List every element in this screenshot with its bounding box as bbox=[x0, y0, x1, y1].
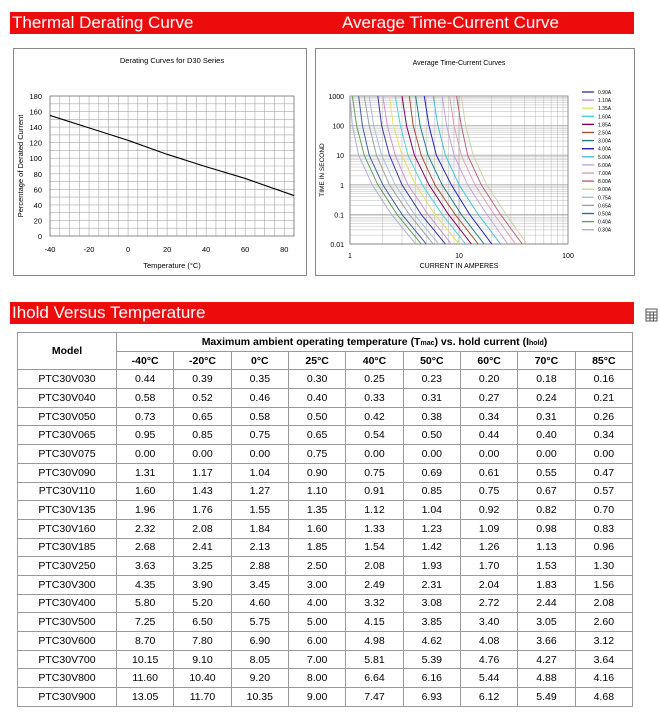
model-cell: PTC30V800 bbox=[18, 669, 117, 688]
banner-thermal: Thermal Derating Curve bbox=[10, 12, 318, 34]
hold-current-cell: 6.12 bbox=[460, 688, 517, 707]
hold-current-cell: 1.76 bbox=[174, 501, 231, 520]
hold-current-cell: 2.41 bbox=[174, 538, 231, 557]
derating-x-label: Temperature (°C) bbox=[143, 261, 201, 270]
hold-current-cell: 2.88 bbox=[231, 557, 288, 576]
hold-current-cell: 0.85 bbox=[174, 426, 231, 445]
tc-legend-label: 9.00A bbox=[598, 187, 612, 194]
hold-current-cell: 0.47 bbox=[575, 463, 632, 482]
derating-series-line bbox=[50, 115, 294, 195]
model-cell: PTC30V050 bbox=[18, 407, 117, 426]
hold-current-cell: 0.73 bbox=[117, 407, 174, 426]
hold-current-cell: 0.20 bbox=[460, 370, 517, 389]
temperature-header-cell: -40°C bbox=[117, 351, 174, 370]
model-header: Model bbox=[18, 333, 117, 370]
hold-current-cell: 3.45 bbox=[231, 575, 288, 594]
table-row bbox=[18, 557, 633, 576]
tc-y-tick: 0.01 bbox=[330, 242, 344, 249]
temperature-header-cell: 60°C bbox=[460, 351, 517, 370]
hold-current-cell: 1.53 bbox=[518, 557, 575, 576]
derating-y-tick: 120 bbox=[29, 138, 42, 148]
hold-current-cell: 9.00 bbox=[288, 688, 345, 707]
model-cell: PTC30V400 bbox=[18, 594, 117, 613]
hold-current-cell: 1.17 bbox=[174, 463, 231, 482]
tc-legend-label: 6.00A bbox=[598, 162, 612, 169]
hold-current-cell: 9.10 bbox=[174, 650, 231, 669]
tc-series-line bbox=[461, 96, 527, 244]
hold-current-cell: 0.58 bbox=[117, 389, 174, 408]
hold-current-cell: 0.40 bbox=[288, 389, 345, 408]
table-row bbox=[18, 407, 633, 426]
hold-current-cell: 3.05 bbox=[518, 613, 575, 632]
hold-current-cell: 9.20 bbox=[231, 669, 288, 688]
hold-current-cell: 6.00 bbox=[288, 632, 345, 651]
hold-current-cell: 0.82 bbox=[518, 501, 575, 520]
hold-current-cell: 4.35 bbox=[117, 575, 174, 594]
hold-current-cell: 1.30 bbox=[575, 557, 632, 576]
hold-current-cell: 2.72 bbox=[460, 594, 517, 613]
hold-current-cell: 4.76 bbox=[460, 650, 517, 669]
hold-current-cell: 0.26 bbox=[575, 407, 632, 426]
hold-current-cell: 0.61 bbox=[460, 463, 517, 482]
model-cell: PTC30V075 bbox=[18, 445, 117, 464]
hold-current-cell: 0.75 bbox=[231, 426, 288, 445]
temperature-header-cell: 85°C bbox=[575, 351, 632, 370]
hold-current-cell: 5.39 bbox=[403, 650, 460, 669]
hold-current-cell: 4.08 bbox=[460, 632, 517, 651]
model-cell: PTC30V700 bbox=[18, 650, 117, 669]
hold-current-cell: 3.32 bbox=[346, 594, 403, 613]
tc-series-line bbox=[416, 96, 484, 244]
temperature-header-cell: 0°C bbox=[231, 351, 288, 370]
tc-series-group bbox=[350, 96, 527, 244]
tc-legend-label: 3.00A bbox=[598, 138, 612, 145]
hold-current-cell: 1.84 bbox=[231, 519, 288, 538]
model-cell: PTC30V600 bbox=[18, 632, 117, 651]
hold-current-cell: 0.40 bbox=[518, 426, 575, 445]
table-row bbox=[18, 370, 633, 389]
table-row bbox=[18, 669, 633, 688]
hold-current-cell: 1.70 bbox=[460, 557, 517, 576]
model-cell: PTC30V900 bbox=[18, 688, 117, 707]
hold-current-cell: 3.66 bbox=[518, 632, 575, 651]
derating-y-tick: 40 bbox=[33, 200, 42, 210]
hold-current-cell: 2.31 bbox=[403, 575, 460, 594]
hold-current-cell: 0.54 bbox=[346, 426, 403, 445]
hold-current-cell: 0.65 bbox=[174, 407, 231, 426]
hold-current-cell: 2.60 bbox=[575, 613, 632, 632]
hold-current-cell: 5.49 bbox=[518, 688, 575, 707]
tc-y-tick: 1000 bbox=[328, 94, 344, 101]
derating-grid bbox=[50, 96, 294, 236]
tc-series-line bbox=[352, 96, 421, 244]
hold-current-cell: 0.33 bbox=[346, 389, 403, 408]
hold-current-cell: 5.20 bbox=[174, 594, 231, 613]
model-cell: PTC30V135 bbox=[18, 501, 117, 520]
hold-current-cell: 1.43 bbox=[174, 482, 231, 501]
temperature-header-cell: -20°C bbox=[174, 351, 231, 370]
hold-current-cell: 3.40 bbox=[460, 613, 517, 632]
hold-current-cell: 1.27 bbox=[231, 482, 288, 501]
tc-x-label: CURRENT IN AMPERES bbox=[419, 263, 499, 270]
hold-current-cell: 1.96 bbox=[117, 501, 174, 520]
tc-y-tick: 1 bbox=[340, 182, 344, 190]
hold-current-cell: 0.31 bbox=[403, 389, 460, 408]
hold-current-cell: 0.00 bbox=[460, 445, 517, 464]
hold-current-cell: 5.80 bbox=[117, 594, 174, 613]
model-cell: PTC30V160 bbox=[18, 519, 117, 538]
hold-current-cell: 1.33 bbox=[346, 519, 403, 538]
temperature-header-cell: 50°C bbox=[403, 351, 460, 370]
tc-legend-label: 8.00A bbox=[598, 179, 612, 186]
hold-current-cell: 0.44 bbox=[117, 370, 174, 389]
tc-y-tick: 10 bbox=[336, 153, 344, 161]
hold-current-cell: 3.64 bbox=[575, 650, 632, 669]
temperature-header: Maximum ambient operating temperature (Tmac) vs. hold current (Ihold) bbox=[117, 333, 633, 352]
hold-current-cell: 0.23 bbox=[403, 370, 460, 389]
hold-current-cell: 0.55 bbox=[518, 463, 575, 482]
hold-current-cell: 1.42 bbox=[403, 538, 460, 557]
hold-current-cell: 0.34 bbox=[575, 426, 632, 445]
derating-x-tick: 80 bbox=[280, 245, 289, 254]
hold-current-cell: 0.98 bbox=[518, 519, 575, 538]
hold-current-cell: 2.68 bbox=[117, 538, 174, 557]
hold-current-cell: 0.70 bbox=[575, 501, 632, 520]
hold-current-cell: 1.31 bbox=[117, 463, 174, 482]
hold-current-cell: 1.12 bbox=[346, 501, 403, 520]
model-cell: PTC30V500 bbox=[18, 613, 117, 632]
derating-y-tick: 180 bbox=[29, 92, 42, 101]
hold-current-cell: 4.16 bbox=[575, 669, 632, 688]
tc-x-tick: 1 bbox=[348, 253, 352, 260]
hold-current-cell: 0.58 bbox=[231, 407, 288, 426]
derating-x-tick: 20 bbox=[162, 245, 172, 254]
ihold-table bbox=[17, 332, 633, 707]
hold-current-cell: 1.93 bbox=[403, 557, 460, 576]
derating-y-tick: 0 bbox=[37, 232, 42, 241]
hold-current-cell: 4.68 bbox=[575, 688, 632, 707]
derating-y-tick: 60 bbox=[33, 185, 42, 195]
derating-y-tick: 140 bbox=[29, 123, 42, 133]
hold-current-cell: 2.08 bbox=[575, 594, 632, 613]
hold-current-cell: 6.93 bbox=[403, 688, 460, 707]
hold-current-cell: 11.60 bbox=[117, 669, 174, 688]
hold-current-cell: 10.15 bbox=[117, 650, 174, 669]
hold-current-cell: 2.04 bbox=[460, 575, 517, 594]
temperature-header-cell: 25°C bbox=[288, 351, 345, 370]
table-row bbox=[18, 575, 633, 594]
tc-legend-label: 1.10A bbox=[598, 98, 612, 105]
hold-current-cell: 0.30 bbox=[288, 370, 345, 389]
model-cell: PTC30V185 bbox=[18, 538, 117, 557]
hold-current-cell: 4.15 bbox=[346, 613, 403, 632]
hold-current-cell: 0.65 bbox=[288, 426, 345, 445]
hold-current-cell: 1.85 bbox=[288, 538, 345, 557]
hold-current-cell: 2.32 bbox=[117, 519, 174, 538]
hold-current-cell: 0.00 bbox=[346, 445, 403, 464]
derating-x-tick: 40 bbox=[201, 245, 211, 254]
derating-y-tick: 100 bbox=[29, 154, 42, 164]
hold-current-cell: 3.00 bbox=[288, 575, 345, 594]
tc-x-tick: 100 bbox=[562, 253, 574, 260]
hold-current-cell: 0.85 bbox=[403, 482, 460, 501]
derating-title: Derating Curves for D30 Series bbox=[119, 56, 225, 65]
hold-current-cell: 0.44 bbox=[460, 426, 517, 445]
banner-ihold: Ihold Versus Temperature bbox=[10, 302, 634, 324]
table-row bbox=[18, 538, 633, 557]
tc-legend-label: 1.85A bbox=[598, 122, 612, 129]
hold-current-cell: 0.00 bbox=[174, 445, 231, 464]
hold-current-cell: 0.00 bbox=[518, 445, 575, 464]
hold-current-cell: 6.16 bbox=[403, 669, 460, 688]
hold-current-cell: 2.50 bbox=[288, 557, 345, 576]
hold-current-cell: 0.83 bbox=[575, 519, 632, 538]
model-cell: PTC30V250 bbox=[18, 557, 117, 576]
table-row bbox=[18, 688, 633, 707]
tc-y-tick: 100 bbox=[332, 123, 344, 131]
hold-current-cell: 1.10 bbox=[288, 482, 345, 501]
hold-current-cell: 4.62 bbox=[403, 632, 460, 651]
hold-current-cell: 2.08 bbox=[174, 519, 231, 538]
hold-current-cell: 0.46 bbox=[231, 389, 288, 408]
hold-current-cell: 8.05 bbox=[231, 650, 288, 669]
hold-current-cell: 0.27 bbox=[460, 389, 517, 408]
table-row bbox=[18, 445, 633, 464]
hold-current-cell: 1.04 bbox=[403, 501, 460, 520]
hold-current-cell: 6.50 bbox=[174, 613, 231, 632]
tc-y-label: TIME IN SECOND bbox=[319, 143, 326, 197]
tc-y-tick: 0.1 bbox=[334, 212, 344, 220]
hold-current-cell: 0.00 bbox=[575, 445, 632, 464]
model-cell: PTC30V065 bbox=[18, 426, 117, 445]
tc-legend-label: 1.60A bbox=[598, 114, 612, 121]
hold-current-cell: 6.64 bbox=[346, 669, 403, 688]
hold-current-cell: 2.13 bbox=[231, 538, 288, 557]
hold-current-cell: 13.05 bbox=[117, 688, 174, 707]
hold-current-cell: 0.31 bbox=[518, 407, 575, 426]
model-cell: PTC30V110 bbox=[18, 482, 117, 501]
hold-current-cell: 0.95 bbox=[117, 426, 174, 445]
tc-legend-label: 1.35A bbox=[598, 106, 612, 113]
hold-current-cell: 7.47 bbox=[346, 688, 403, 707]
hold-current-cell: 8.70 bbox=[117, 632, 174, 651]
tc-legend-label: 0.90A bbox=[598, 90, 612, 96]
derating-x-tick: -20 bbox=[83, 245, 95, 254]
table-row bbox=[18, 463, 633, 482]
tc-legend-label: 0.65A bbox=[598, 203, 612, 210]
table-row bbox=[18, 389, 633, 408]
hold-current-cell: 0.90 bbox=[288, 463, 345, 482]
hold-current-cell: 1.83 bbox=[518, 575, 575, 594]
hold-current-cell: 0.96 bbox=[575, 538, 632, 557]
hold-current-cell: 5.44 bbox=[460, 669, 517, 688]
derating-y-tick: 80 bbox=[33, 169, 42, 179]
model-cell: PTC30V030 bbox=[18, 370, 117, 389]
model-cell: PTC30V090 bbox=[18, 463, 117, 482]
hold-current-cell: 0.52 bbox=[174, 389, 231, 408]
hold-current-cell: 10.40 bbox=[174, 669, 231, 688]
table-row bbox=[18, 613, 633, 632]
derating-y-tick: 20 bbox=[33, 216, 42, 226]
hold-current-cell: 4.88 bbox=[518, 669, 575, 688]
hold-current-cell: 1.13 bbox=[518, 538, 575, 557]
tc-legend-label: 5.00A bbox=[598, 154, 612, 161]
hold-current-cell: 0.34 bbox=[460, 407, 517, 426]
hold-current-cell: 0.18 bbox=[518, 370, 575, 389]
derating-x-tick: -40 bbox=[44, 245, 56, 254]
hold-current-cell: 0.24 bbox=[518, 389, 575, 408]
hold-current-cell: 0.21 bbox=[575, 389, 632, 408]
hold-current-cell: 0.00 bbox=[117, 445, 174, 464]
table-row bbox=[18, 594, 633, 613]
hold-current-cell: 0.91 bbox=[346, 482, 403, 501]
hold-current-cell: 0.35 bbox=[231, 370, 288, 389]
hold-current-cell: 1.04 bbox=[231, 463, 288, 482]
hold-current-cell: 1.54 bbox=[346, 538, 403, 557]
temperature-header-cell: 70°C bbox=[518, 351, 575, 370]
hold-current-cell: 0.67 bbox=[518, 482, 575, 501]
tc-legend-label: 0.75A bbox=[598, 195, 612, 202]
hold-current-cell: 3.63 bbox=[117, 557, 174, 576]
hold-current-cell: 2.44 bbox=[518, 594, 575, 613]
hold-current-cell: 3.08 bbox=[403, 594, 460, 613]
hold-current-cell: 0.42 bbox=[346, 407, 403, 426]
hold-current-cell: 6.90 bbox=[231, 632, 288, 651]
table-row bbox=[18, 426, 633, 445]
hold-current-cell: 2.08 bbox=[346, 557, 403, 576]
tc-legend-label: 4.00A bbox=[598, 146, 612, 153]
hold-current-cell: 0.39 bbox=[174, 370, 231, 389]
hold-current-cell: 10.35 bbox=[231, 688, 288, 707]
hold-current-cell: 5.00 bbox=[288, 613, 345, 632]
hold-current-cell: 0.50 bbox=[288, 407, 345, 426]
hold-current-cell: 1.09 bbox=[460, 519, 517, 538]
timecurrent-chart-panel bbox=[315, 48, 635, 276]
table-icon[interactable] bbox=[645, 308, 658, 322]
derating-x-tick: 0 bbox=[125, 245, 131, 254]
hold-current-cell: 11.70 bbox=[174, 688, 231, 707]
timecurrent-chart bbox=[316, 49, 634, 275]
hold-current-cell: 3.12 bbox=[575, 632, 632, 651]
hold-current-cell: 0.00 bbox=[403, 445, 460, 464]
table-row bbox=[18, 632, 633, 651]
hold-current-cell: 0.75 bbox=[460, 482, 517, 501]
hold-current-cell: 0.16 bbox=[575, 370, 632, 389]
hold-current-cell: 3.25 bbox=[174, 557, 231, 576]
hold-current-cell: 1.56 bbox=[575, 575, 632, 594]
table-row bbox=[18, 650, 633, 669]
hold-current-cell: 4.60 bbox=[231, 594, 288, 613]
tc-legend-label: 0.40A bbox=[598, 219, 612, 226]
hold-current-cell: 7.00 bbox=[288, 650, 345, 669]
hold-current-cell: 8.00 bbox=[288, 669, 345, 688]
hold-current-cell: 7.25 bbox=[117, 613, 174, 632]
model-cell: PTC30V300 bbox=[18, 575, 117, 594]
hold-current-cell: 1.23 bbox=[403, 519, 460, 538]
hold-current-cell: 1.60 bbox=[288, 519, 345, 538]
hold-current-cell: 0.00 bbox=[231, 445, 288, 464]
tc-legend-label: 0.30A bbox=[598, 227, 612, 234]
derating-chart bbox=[14, 49, 306, 275]
hold-current-cell: 2.49 bbox=[346, 575, 403, 594]
hold-current-cell: 1.60 bbox=[117, 482, 174, 501]
hold-current-cell: 1.26 bbox=[460, 538, 517, 557]
hold-current-cell: 4.98 bbox=[346, 632, 403, 651]
tc-legend-label: 2.50A bbox=[598, 130, 612, 137]
hold-current-cell: 0.92 bbox=[460, 501, 517, 520]
table-row bbox=[18, 519, 633, 538]
hold-current-cell: 4.00 bbox=[288, 594, 345, 613]
hold-current-cell: 3.85 bbox=[403, 613, 460, 632]
hold-current-cell: 0.75 bbox=[346, 463, 403, 482]
hold-current-cell: 0.38 bbox=[403, 407, 460, 426]
banner-timecurrent: Average Time-Current Curve bbox=[316, 12, 634, 34]
hold-current-cell: 5.75 bbox=[231, 613, 288, 632]
hold-current-cell: 0.75 bbox=[288, 445, 345, 464]
hold-current-cell: 0.25 bbox=[346, 370, 403, 389]
model-cell: PTC30V040 bbox=[18, 389, 117, 408]
tc-legend-label: 7.00A bbox=[598, 171, 612, 177]
hold-current-cell: 4.27 bbox=[518, 650, 575, 669]
table-row bbox=[18, 501, 633, 520]
derating-y-tick: 160 bbox=[29, 107, 42, 117]
tc-title: Average Time-Current Curves bbox=[412, 60, 506, 67]
hold-current-cell: 7.80 bbox=[174, 632, 231, 651]
hold-current-cell: 0.69 bbox=[403, 463, 460, 482]
hold-current-cell: 0.50 bbox=[403, 426, 460, 445]
tc-x-tick: 10 bbox=[455, 253, 463, 260]
hold-current-cell: 0.57 bbox=[575, 482, 632, 501]
hold-current-cell: 1.35 bbox=[288, 501, 345, 520]
derating-y-label: Percentage of Derated Current bbox=[16, 114, 25, 218]
derating-chart-panel bbox=[13, 48, 307, 276]
hold-current-cell: 3.90 bbox=[174, 575, 231, 594]
hold-current-cell: 5.81 bbox=[346, 650, 403, 669]
table-row bbox=[18, 482, 633, 501]
hold-current-cell: 1.55 bbox=[231, 501, 288, 520]
derating-x-tick: 60 bbox=[241, 245, 250, 254]
tc-legend-label: 0.50A bbox=[598, 211, 612, 218]
temperature-header-cell: 40°C bbox=[346, 351, 403, 370]
